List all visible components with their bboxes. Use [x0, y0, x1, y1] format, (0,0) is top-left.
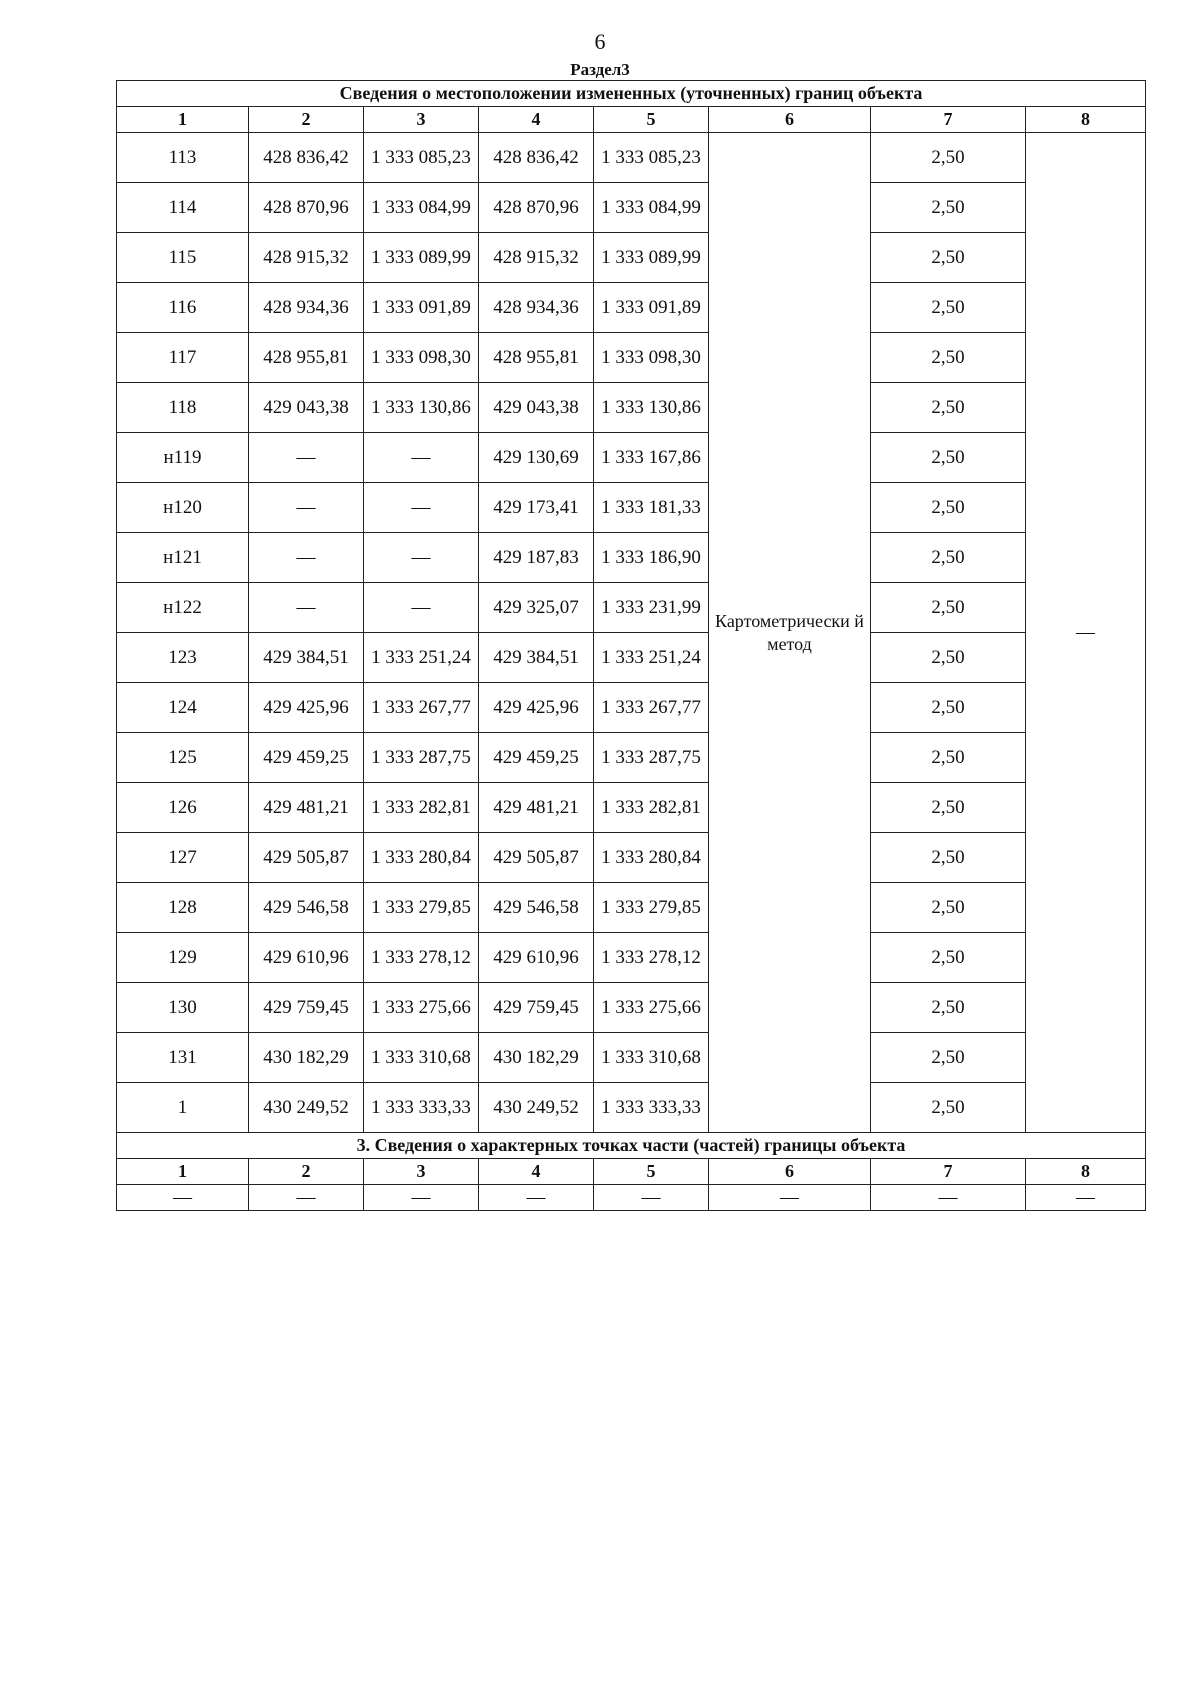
refined-x-cell: 428 836,42 — [479, 133, 594, 183]
existing-x-cell: 429 384,51 — [249, 633, 364, 683]
table-caption: Сведения о местоположении измененных (уточненных) границ объекта — [117, 81, 1146, 107]
refined-x-cell: 429 546,58 — [479, 883, 594, 933]
refined-x-cell: 429 759,45 — [479, 983, 594, 1033]
table-row — [117, 1033, 1146, 1083]
table-row — [117, 383, 1146, 433]
existing-y-cell: 1 333 091,89 — [364, 283, 479, 333]
table-row — [117, 733, 1146, 783]
point-number-cell: 129 — [117, 933, 249, 983]
refined-y-cell: 1 333 181,33 — [594, 483, 709, 533]
existing-x-cell: — — [249, 433, 364, 483]
refined-y-cell: 1 333 085,23 — [594, 133, 709, 183]
existing-x-cell: 429 481,21 — [249, 783, 364, 833]
refined-y-cell: 1 333 310,68 — [594, 1033, 709, 1083]
existing-y-cell: 1 333 089,99 — [364, 233, 479, 283]
refined-x-cell: 428 915,32 — [479, 233, 594, 283]
point-number-cell: 115 — [117, 233, 249, 283]
point-number-cell: 128 — [117, 883, 249, 933]
method-cell: Картометрически й метод — [709, 133, 871, 1133]
existing-x-cell: 428 915,32 — [249, 233, 364, 283]
existing-y-cell: 1 333 275,66 — [364, 983, 479, 1033]
accuracy-cell: 2,50 — [871, 333, 1026, 383]
existing-y-cell: — — [364, 533, 479, 583]
point-number-cell: 124 — [117, 683, 249, 733]
refined-x-cell: 430 182,29 — [479, 1033, 594, 1083]
existing-x-cell: — — [249, 483, 364, 533]
existing-y-cell: 1 333 279,85 — [364, 883, 479, 933]
point-number-cell: н119 — [117, 433, 249, 483]
refined-x-cell: 428 870,96 — [479, 183, 594, 233]
existing-x-cell: 430 249,52 — [249, 1083, 364, 1133]
point-number-cell: 117 — [117, 333, 249, 383]
existing-y-cell: — — [364, 583, 479, 633]
existing-x-cell: 429 610,96 — [249, 933, 364, 983]
refined-y-cell: 1 333 130,86 — [594, 383, 709, 433]
refined-x-cell: 429 481,21 — [479, 783, 594, 833]
existing-x-cell: 428 870,96 — [249, 183, 364, 233]
refined-y-cell: 1 333 278,12 — [594, 933, 709, 983]
existing-y-cell: 1 333 278,12 — [364, 933, 479, 983]
empty-cell: — — [479, 1185, 594, 1211]
existing-y-cell: 1 333 280,84 — [364, 833, 479, 883]
refined-y-cell: 1 333 186,90 — [594, 533, 709, 583]
accuracy-cell: 2,50 — [871, 183, 1026, 233]
refined-y-cell: 1 333 282,81 — [594, 783, 709, 833]
empty-cell: — — [1026, 1185, 1146, 1211]
table-row — [117, 483, 1146, 533]
refined-y-cell: 1 333 251,24 — [594, 633, 709, 683]
parts-empty-row — [117, 1185, 1146, 1211]
point-number-cell: 114 — [117, 183, 249, 233]
empty-cell: — — [594, 1185, 709, 1211]
section-title: Раздел3 — [570, 60, 630, 79]
refined-y-cell: 1 333 333,33 — [594, 1083, 709, 1133]
accuracy-cell: 2,50 — [871, 533, 1026, 583]
refined-x-cell: 429 325,07 — [479, 583, 594, 633]
refined-y-cell: 1 333 267,77 — [594, 683, 709, 733]
point-number-cell: 1 — [117, 1083, 249, 1133]
point-number-cell: 118 — [117, 383, 249, 433]
parts-column-number-row — [117, 1159, 1146, 1185]
existing-y-cell: 1 333 310,68 — [364, 1033, 479, 1083]
existing-y-cell: 1 333 287,75 — [364, 733, 479, 783]
refined-y-cell: 1 333 275,66 — [594, 983, 709, 1033]
accuracy-cell: 2,50 — [871, 783, 1026, 833]
accuracy-cell: 2,50 — [871, 983, 1026, 1033]
refined-x-cell: 429 505,87 — [479, 833, 594, 883]
existing-y-cell: 1 333 267,77 — [364, 683, 479, 733]
column-number: 6 — [709, 107, 871, 133]
accuracy-cell: 2,50 — [871, 883, 1026, 933]
table-row — [117, 133, 1146, 183]
column-number: 1 — [117, 107, 249, 133]
refined-x-cell: 429 384,51 — [479, 633, 594, 683]
accuracy-cell: 2,50 — [871, 233, 1026, 283]
existing-x-cell: 428 955,81 — [249, 333, 364, 383]
existing-y-cell: 1 333 130,86 — [364, 383, 479, 433]
point-number-cell: н120 — [117, 483, 249, 533]
accuracy-cell: 2,50 — [871, 383, 1026, 433]
parts-caption-row — [117, 1133, 1146, 1159]
point-number-cell: 113 — [117, 133, 249, 183]
table-row — [117, 833, 1146, 883]
existing-x-cell: 429 459,25 — [249, 733, 364, 783]
refined-y-cell: 1 333 167,86 — [594, 433, 709, 483]
existing-x-cell: 429 043,38 — [249, 383, 364, 433]
refined-y-cell: 1 333 089,99 — [594, 233, 709, 283]
table-row — [117, 933, 1146, 983]
table-caption-row — [117, 81, 1146, 107]
refined-x-cell: 430 249,52 — [479, 1083, 594, 1133]
page-number: 6 — [594, 29, 606, 54]
column8-cell: — — [1026, 133, 1146, 1133]
table-row — [117, 183, 1146, 233]
accuracy-cell: 2,50 — [871, 833, 1026, 883]
accuracy-cell: 2,50 — [871, 1033, 1026, 1083]
existing-y-cell: 1 333 098,30 — [364, 333, 479, 383]
refined-y-cell: 1 333 287,75 — [594, 733, 709, 783]
column-number: 3 — [364, 107, 479, 133]
refined-y-cell: 1 333 091,89 — [594, 283, 709, 333]
column-number: 2 — [249, 1159, 364, 1185]
accuracy-cell: 2,50 — [871, 1083, 1026, 1133]
point-number-cell: 125 — [117, 733, 249, 783]
existing-y-cell: 1 333 084,99 — [364, 183, 479, 233]
existing-x-cell: 429 546,58 — [249, 883, 364, 933]
column-number: 6 — [709, 1159, 871, 1185]
table-row — [117, 233, 1146, 283]
refined-x-cell: 428 934,36 — [479, 283, 594, 333]
refined-x-cell: 429 610,96 — [479, 933, 594, 983]
point-number-cell: 126 — [117, 783, 249, 833]
refined-x-cell: 429 043,38 — [479, 383, 594, 433]
boundary-table-body — [117, 81, 1146, 1211]
existing-y-cell: — — [364, 483, 479, 533]
column-number: 8 — [1026, 107, 1146, 133]
accuracy-cell: 2,50 — [871, 583, 1026, 633]
column-number: 2 — [249, 107, 364, 133]
empty-cell: — — [364, 1185, 479, 1211]
column-number: 3 — [364, 1159, 479, 1185]
accuracy-cell: 2,50 — [871, 133, 1026, 183]
table-row — [117, 283, 1146, 333]
point-number-cell: 116 — [117, 283, 249, 333]
existing-y-cell: 1 333 282,81 — [364, 783, 479, 833]
refined-y-cell: 1 333 279,85 — [594, 883, 709, 933]
table-row — [117, 533, 1146, 583]
existing-y-cell: — — [364, 433, 479, 483]
existing-y-cell: 1 333 085,23 — [364, 133, 479, 183]
table-row — [117, 333, 1146, 383]
column-number: 5 — [594, 1159, 709, 1185]
existing-x-cell: 430 182,29 — [249, 1033, 364, 1083]
empty-cell: — — [249, 1185, 364, 1211]
table-row — [117, 1083, 1146, 1133]
refined-x-cell: 428 955,81 — [479, 333, 594, 383]
accuracy-cell: 2,50 — [871, 483, 1026, 533]
existing-x-cell: 429 425,96 — [249, 683, 364, 733]
empty-cell: — — [117, 1185, 249, 1211]
existing-y-cell: 1 333 251,24 — [364, 633, 479, 683]
refined-y-cell: 1 333 084,99 — [594, 183, 709, 233]
accuracy-cell: 2,50 — [871, 933, 1026, 983]
accuracy-cell: 2,50 — [871, 683, 1026, 733]
column-number: 5 — [594, 107, 709, 133]
column-number-row — [117, 107, 1146, 133]
accuracy-cell: 2,50 — [871, 283, 1026, 333]
point-number-cell: 131 — [117, 1033, 249, 1083]
table-row — [117, 433, 1146, 483]
existing-x-cell: — — [249, 533, 364, 583]
refined-y-cell: 1 333 231,99 — [594, 583, 709, 633]
point-number-cell: 130 — [117, 983, 249, 1033]
point-number-cell: н121 — [117, 533, 249, 583]
table-row — [117, 633, 1146, 683]
empty-cell: — — [871, 1185, 1026, 1211]
existing-x-cell: 429 759,45 — [249, 983, 364, 1033]
table-row — [117, 883, 1146, 933]
table-row — [117, 683, 1146, 733]
parts-caption: 3. Сведения о характерных точках части (частей) границы объекта — [117, 1133, 1146, 1159]
existing-x-cell: 428 836,42 — [249, 133, 364, 183]
column-number: 8 — [1026, 1159, 1146, 1185]
column-number: 4 — [479, 107, 594, 133]
refined-y-cell: 1 333 280,84 — [594, 833, 709, 883]
refined-x-cell: 429 173,41 — [479, 483, 594, 533]
accuracy-cell: 2,50 — [871, 733, 1026, 783]
existing-x-cell: — — [249, 583, 364, 633]
point-number-cell: н122 — [117, 583, 249, 633]
existing-y-cell: 1 333 333,33 — [364, 1083, 479, 1133]
empty-cell: — — [709, 1185, 871, 1211]
point-number-cell: 123 — [117, 633, 249, 683]
column-number: 1 — [117, 1159, 249, 1185]
accuracy-cell: 2,50 — [871, 433, 1026, 483]
boundary-table — [116, 80, 1146, 1211]
refined-x-cell: 429 187,83 — [479, 533, 594, 583]
table-row — [117, 983, 1146, 1033]
point-number-cell: 127 — [117, 833, 249, 883]
existing-x-cell: 428 934,36 — [249, 283, 364, 333]
existing-x-cell: 429 505,87 — [249, 833, 364, 883]
accuracy-cell: 2,50 — [871, 633, 1026, 683]
table-row — [117, 583, 1146, 633]
column-number: 4 — [479, 1159, 594, 1185]
column-number: 7 — [871, 1159, 1026, 1185]
refined-x-cell: 429 425,96 — [479, 683, 594, 733]
column-number: 7 — [871, 107, 1026, 133]
refined-x-cell: 429 459,25 — [479, 733, 594, 783]
refined-x-cell: 429 130,69 — [479, 433, 594, 483]
table-row — [117, 783, 1146, 833]
refined-y-cell: 1 333 098,30 — [594, 333, 709, 383]
